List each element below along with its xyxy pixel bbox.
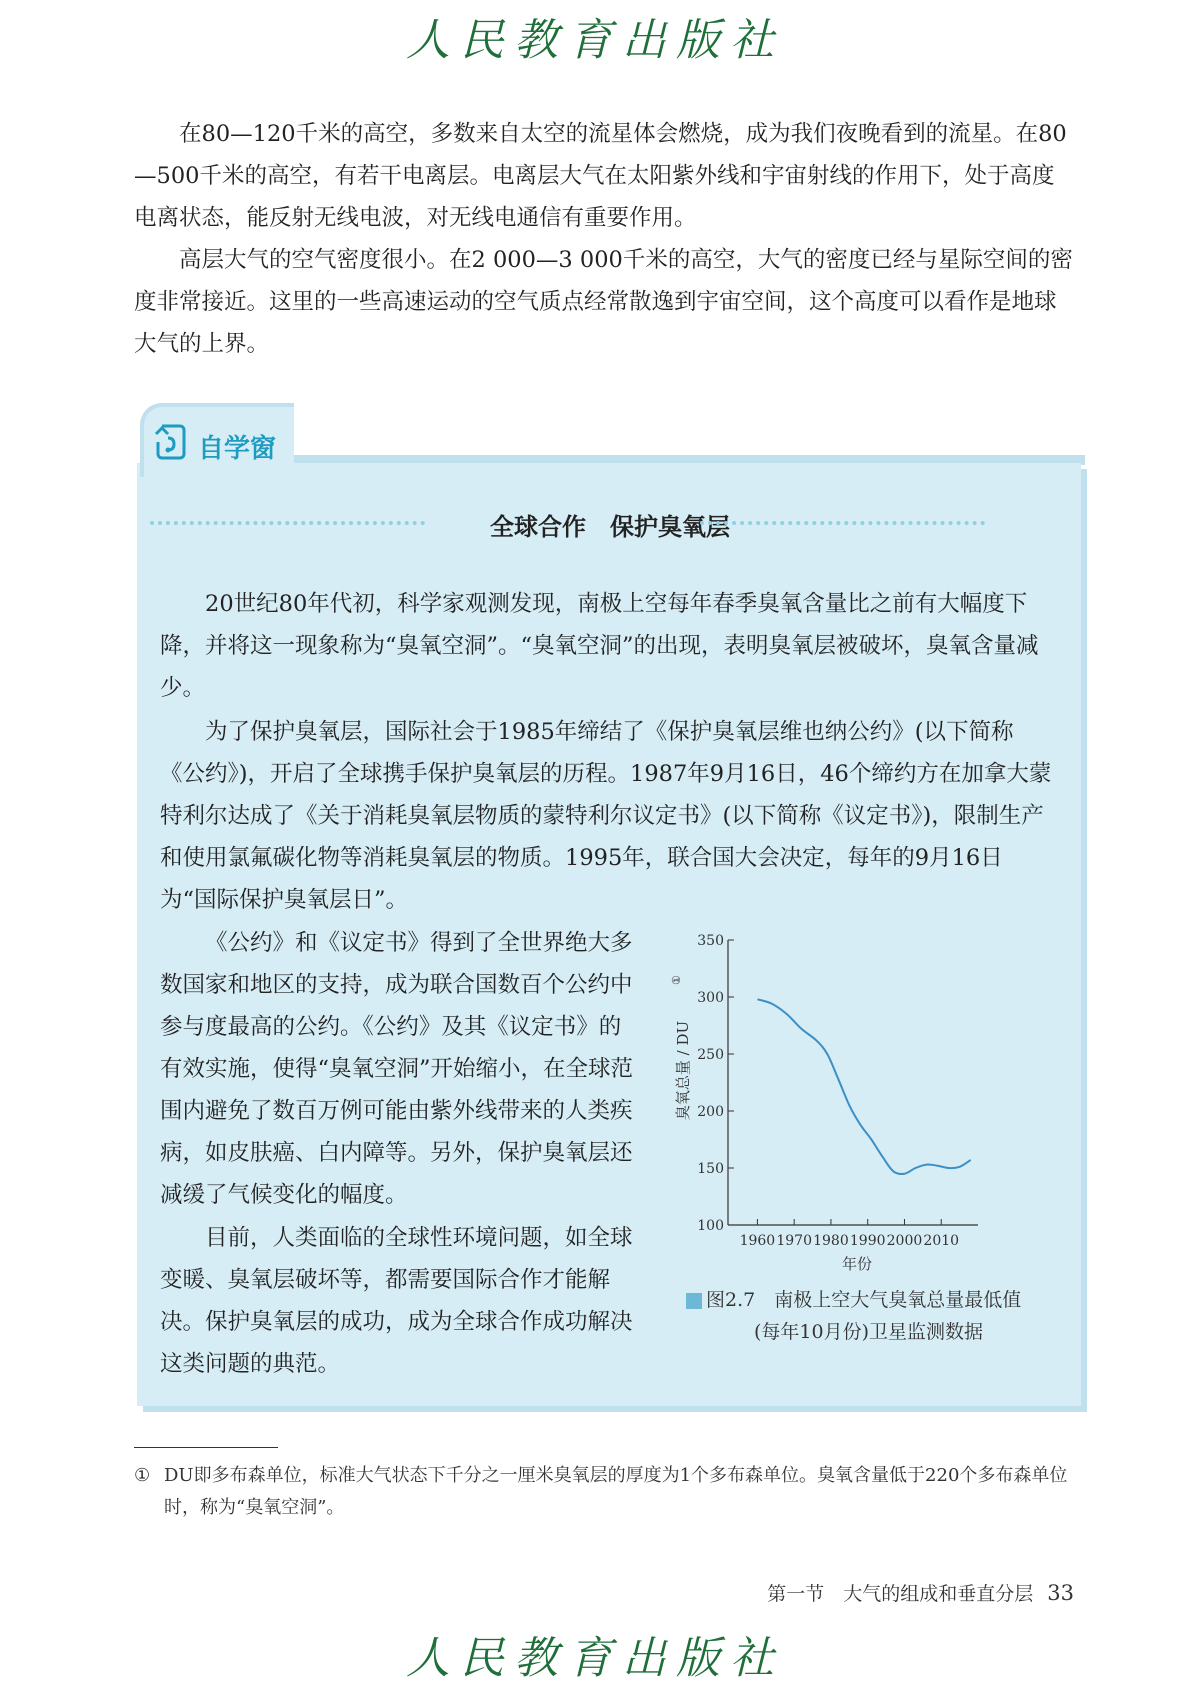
y-tick-label: 100	[697, 1218, 724, 1234]
x-tick-label: 2010	[923, 1233, 959, 1249]
footnote-rule	[134, 1447, 278, 1448]
body-paragraph-2: 高层大气的空气密度很小。在2 000—3 000千米的高空，大气的密度已经与星际空间的密度非常接近。这里的一些高速运动的空气质点经常散逸到宇宙空间，这个高度可以看作是地球大气的上界。	[134, 239, 1074, 365]
section-title: 第一节 大气的组成和垂直分层	[767, 1583, 1033, 1605]
box-paragraph-4: 目前，人类面临的全球性环境问题，如全球变暖、臭氧层破坏等，都需要国际合作才能解决。保护臭氧层的成功，成为全球合作成功解决这类问题的典范。	[160, 1217, 642, 1385]
y-tick-label: 150	[697, 1161, 724, 1177]
ozone-line-chart	[660, 920, 1060, 1280]
page-number: 33	[1047, 1581, 1074, 1605]
y-tick-label: 350	[697, 933, 724, 949]
x-tick-label: 1960	[740, 1233, 776, 1249]
footnote	[134, 1460, 1079, 1524]
figure-caption-line1: 图2.7 南极上空大气臭氧总量最低值	[706, 1285, 1021, 1312]
title-dots-right	[700, 521, 985, 525]
publisher-watermark-top: 人民教育出版社	[0, 4, 1190, 68]
ozone-series-line	[757, 999, 970, 1174]
box-paragraph-3: 《公约》和《议定书》得到了全世界绝大多数国家和地区的支持，成为联合国数百个公约中参与度最高的公约。《公约》及其《议定书》的有效实施，使得“臭氧空洞”开始缩小，在全球范围内避免了数百万例可能由紫外线带来的人类疾病，如皮肤癌、白内障等。另外，保护臭氧层还减缓了气候变化的幅度。	[160, 922, 642, 1216]
footnote-text: DU即多布森单位，标准大气状态下千分之一厘米臭氧层的厚度为1个多布森单位。臭氧含量低于220个多布森单位时，称为“臭氧空洞”。	[134, 1460, 1079, 1524]
x-tick-label: 2000	[887, 1233, 923, 1249]
x-axis-label: 年份	[842, 1255, 872, 1273]
self-study-icon	[152, 422, 186, 462]
y-tick-label: 250	[697, 1047, 724, 1063]
y-axis-label: 臭氧总量 / DU	[674, 1021, 692, 1120]
y-tick-label: 200	[697, 1104, 724, 1120]
x-tick-label: 1970	[776, 1233, 812, 1249]
box-paragraph-1: 20世纪80年代初，科学家观测发现，南极上空每年春季臭氧含量比之前有大幅度下降，并将这一现象称为“臭氧空洞”。“臭氧空洞”的出现，表明臭氧层被破坏，臭氧含量减少。	[160, 583, 1055, 709]
footnote-mark: ①	[134, 1460, 150, 1492]
x-tick-label: 1990	[850, 1233, 886, 1249]
figure-caption-marker	[686, 1293, 702, 1309]
self-study-tab-label: 自学窗	[198, 428, 276, 465]
title-dots-left	[150, 521, 425, 525]
y-tick-label: 300	[697, 990, 724, 1006]
x-tick-label: 1980	[813, 1233, 849, 1249]
figure-caption-line2: (每年10月份)卫星监测数据	[754, 1317, 983, 1344]
page-footer	[767, 1579, 1074, 1606]
publisher-watermark-bottom: 人民教育出版社	[0, 1622, 1190, 1686]
box-paragraph-2: 为了保护臭氧层，国际社会于1985年缔结了《保护臭氧层维也纳公约》(以下简称《公约》)，开启了全球携手保护臭氧层的历程。1987年9月16日，46个缔约方在加拿大蒙特利尔达成了《关于消耗臭氧层物质的蒙特利尔议定书》(以下简称《议定书》)，限制生产和使用氯氟碳化物等消耗臭氧层的物质。1995年，联合国大会决定，每年的9月16日为“国际保护臭氧层日”。	[160, 711, 1055, 921]
body-paragraph-1: 在80—120千米的高空，多数来自太空的流星体会燃烧，成为我们夜晚看到的流星。在80—500千米的高空，有若干电离层。电离层大气在太阳紫外线和宇宙射线的作用下，处于高度电离状态，能反射无线电波，对无线电通信有重要作用。	[134, 113, 1074, 239]
box-title: 全球合作 保护臭氧层	[470, 507, 750, 542]
y-axis-footnote-mark: ①	[670, 975, 683, 985]
